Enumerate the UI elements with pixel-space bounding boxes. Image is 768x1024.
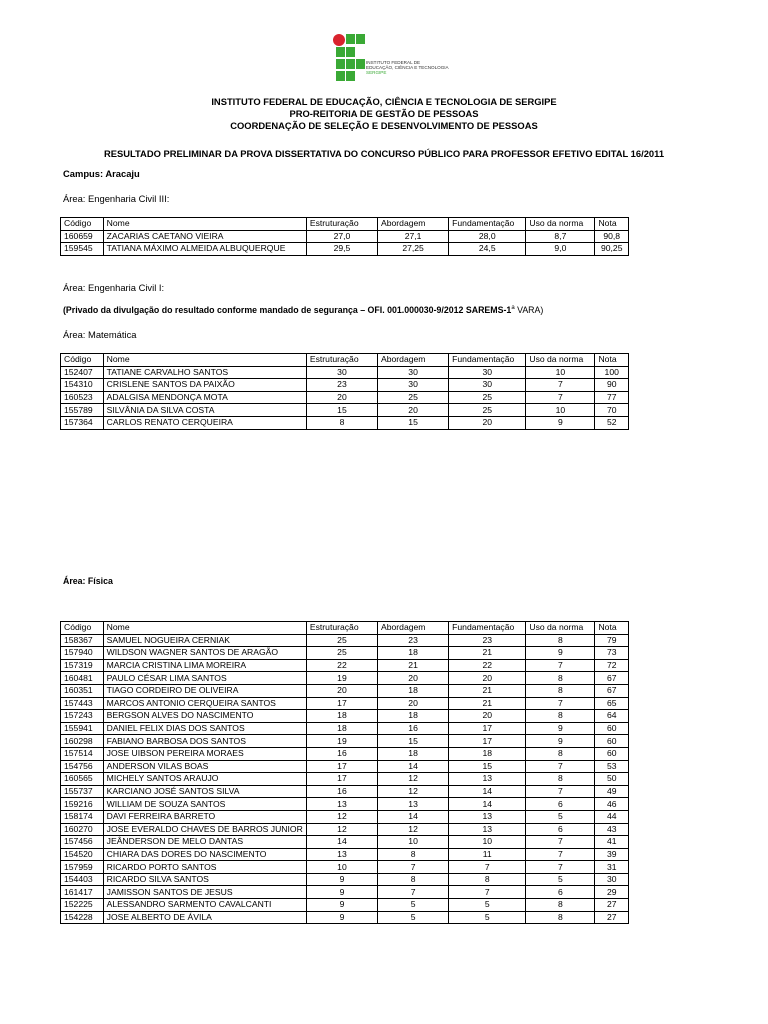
logo-square [336, 59, 345, 69]
code-cell: 157940 [61, 647, 104, 660]
code-cell: 161417 [61, 886, 104, 899]
score-cell: 8 [526, 634, 595, 647]
table-header-row [61, 218, 629, 231]
civil1-note-sup: a [511, 305, 515, 312]
score-cell: 30 [378, 366, 449, 379]
score-cell: 11 [449, 848, 526, 861]
score-cell: 20 [378, 672, 449, 685]
score-cell: 25 [449, 404, 526, 417]
code-cell: 158174 [61, 810, 104, 823]
score-cell: 7 [526, 836, 595, 849]
column-header: Nome [103, 622, 306, 635]
name-cell: BERGSON ALVES DO NASCIMENTO [103, 710, 306, 723]
area-matematica-label: Área: Matemática [63, 329, 137, 340]
score-cell: 24,5 [449, 243, 526, 256]
table-row [61, 391, 629, 404]
code-cell: 157456 [61, 836, 104, 849]
table-row [61, 798, 629, 811]
score-cell: 22 [449, 659, 526, 672]
name-cell: JOSE UIBSON PEREIRA MORAES [103, 747, 306, 760]
area-fisica-label: Área: Física [63, 576, 113, 586]
score-cell: 65 [595, 697, 629, 710]
score-cell: 60 [595, 735, 629, 748]
logo-square [346, 71, 355, 81]
code-cell: 160298 [61, 735, 104, 748]
civil1-note-text: (Privado da divulgação do resultado conforme mandado de segurança – OFI. 001.000030-9/2012 SAREMS-1 [63, 305, 512, 315]
table-row [61, 366, 629, 379]
column-header: Abordagem [378, 622, 449, 635]
code-cell: 152407 [61, 366, 104, 379]
score-cell: 22 [306, 659, 377, 672]
score-cell: 90 [595, 379, 629, 392]
score-cell: 9 [306, 886, 377, 899]
name-cell: MICHELY SANTOS ARAUJO [103, 773, 306, 786]
score-cell: 25 [378, 391, 449, 404]
score-cell: 13 [306, 848, 377, 861]
table-row [61, 861, 629, 874]
column-header: Nome [103, 218, 306, 231]
score-cell: 5 [378, 899, 449, 912]
column-header: Estruturação [306, 622, 377, 635]
column-header: Fundamentação [449, 218, 526, 231]
score-cell: 16 [306, 747, 377, 760]
name-cell: CHIARA DAS DORES DO NASCIMENTO [103, 848, 306, 861]
score-cell: 13 [449, 773, 526, 786]
name-cell: JOSE ALBERTO DE ÁVILA [103, 911, 306, 924]
score-cell: 15 [378, 735, 449, 748]
logo-square [346, 47, 355, 57]
table-row [61, 735, 629, 748]
score-cell: 30 [378, 379, 449, 392]
score-cell: 20 [306, 684, 377, 697]
score-cell: 16 [306, 785, 377, 798]
score-cell: 30 [449, 379, 526, 392]
score-cell: 5 [526, 873, 595, 886]
civil1-note [63, 305, 543, 315]
score-cell: 6 [526, 823, 595, 836]
code-cell: 154403 [61, 873, 104, 886]
logo-square [356, 34, 365, 44]
score-cell: 7 [526, 697, 595, 710]
table-row [61, 873, 629, 886]
code-cell: 155789 [61, 404, 104, 417]
score-cell: 23 [306, 379, 377, 392]
score-cell: 9 [306, 911, 377, 924]
score-cell: 17 [306, 697, 377, 710]
score-cell: 13 [449, 810, 526, 823]
score-cell: 60 [595, 747, 629, 760]
column-header: Nota [595, 354, 629, 367]
score-cell: 9 [526, 735, 595, 748]
name-cell: RICARDO SILVA SANTOS [103, 873, 306, 886]
table-row [61, 785, 629, 798]
code-cell: 159216 [61, 798, 104, 811]
score-cell: 23 [449, 634, 526, 647]
score-cell: 18 [306, 710, 377, 723]
table-row [61, 684, 629, 697]
score-cell: 8 [526, 899, 595, 912]
results-table-civil3 [60, 217, 629, 256]
name-cell: JEÂNDERSON DE MELO DANTAS [103, 836, 306, 849]
score-cell: 7 [526, 391, 595, 404]
score-cell: 21 [449, 697, 526, 710]
column-header: Nota [595, 622, 629, 635]
score-cell: 7 [526, 659, 595, 672]
table-row [61, 722, 629, 735]
name-cell: ANDERSON VILAS BOAS [103, 760, 306, 773]
score-cell: 8 [526, 672, 595, 685]
table-row [61, 747, 629, 760]
score-cell: 12 [306, 823, 377, 836]
table-row [61, 659, 629, 672]
score-cell: 7 [526, 379, 595, 392]
logo-square [346, 59, 355, 69]
score-cell: 25 [306, 634, 377, 647]
score-cell: 43 [595, 823, 629, 836]
column-header: Estruturação [306, 354, 377, 367]
code-cell: 154520 [61, 848, 104, 861]
score-cell: 20 [378, 697, 449, 710]
score-cell: 25 [306, 647, 377, 660]
score-cell: 20 [378, 404, 449, 417]
score-cell: 8,7 [526, 230, 595, 243]
score-cell: 23 [378, 634, 449, 647]
column-header: Nota [595, 218, 629, 231]
score-cell: 7 [378, 861, 449, 874]
score-cell: 10 [306, 861, 377, 874]
logo-square [336, 71, 345, 81]
name-cell: DAVI FERREIRA BARRETO [103, 810, 306, 823]
score-cell: 18 [378, 684, 449, 697]
score-cell: 7 [378, 886, 449, 899]
name-cell: SAMUEL NOGUEIRA CERNIAK [103, 634, 306, 647]
logo-text-line: INSTITUTO FEDERAL DE [366, 60, 421, 65]
score-cell: 8 [526, 684, 595, 697]
table-header-row [61, 354, 629, 367]
score-cell: 10 [378, 836, 449, 849]
score-cell: 12 [378, 823, 449, 836]
name-cell: TATIANA MÁXIMO ALMEIDA ALBUQUERQUE [103, 243, 306, 256]
department-name: PRO-REITORIA DE GESTÃO DE PESSOAS [289, 108, 479, 119]
score-cell: 41 [595, 836, 629, 849]
column-header: Abordagem [378, 354, 449, 367]
score-cell: 29 [595, 886, 629, 899]
code-cell: 160565 [61, 773, 104, 786]
code-cell: 154756 [61, 760, 104, 773]
score-cell: 9 [526, 647, 595, 660]
name-cell: WILLIAM DE SOUZA SANTOS [103, 798, 306, 811]
code-cell: 155737 [61, 785, 104, 798]
score-cell: 90,8 [595, 230, 629, 243]
table-row [61, 416, 629, 429]
code-cell: 160351 [61, 684, 104, 697]
column-header: Uso da norma [526, 354, 595, 367]
code-cell: 154228 [61, 911, 104, 924]
table-row [61, 647, 629, 660]
score-cell: 18 [378, 747, 449, 760]
table-row [61, 634, 629, 647]
score-cell: 8 [526, 911, 595, 924]
score-cell: 67 [595, 672, 629, 685]
name-cell: PAULO CÉSAR LIMA SANTOS [103, 672, 306, 685]
table-header-row [61, 622, 629, 635]
name-cell: KARCIANO JOSÉ SANTOS SILVA [103, 785, 306, 798]
score-cell: 31 [595, 861, 629, 874]
code-cell: 159545 [61, 243, 104, 256]
score-cell: 18 [378, 647, 449, 660]
column-header: Código [61, 218, 104, 231]
score-cell: 14 [378, 760, 449, 773]
column-header: Código [61, 354, 104, 367]
column-header: Fundamentação [449, 354, 526, 367]
score-cell: 10 [526, 366, 595, 379]
score-cell: 53 [595, 760, 629, 773]
coordination-name: COORDENAÇÃO DE SELEÇÃO E DESENVOLVIMENTO DE PESSOAS [230, 120, 538, 131]
score-cell: 5 [378, 911, 449, 924]
score-cell: 49 [595, 785, 629, 798]
name-cell: ZACARIAS CAETANO VIEIRA [103, 230, 306, 243]
score-cell: 21 [449, 684, 526, 697]
score-cell: 8 [306, 416, 377, 429]
name-cell: SILVÂNIA DA SILVA COSTA [103, 404, 306, 417]
score-cell: 50 [595, 773, 629, 786]
score-cell: 21 [449, 647, 526, 660]
table-row [61, 404, 629, 417]
logo-text [366, 60, 449, 76]
score-cell: 60 [595, 722, 629, 735]
score-cell: 14 [378, 810, 449, 823]
name-cell: JAMISSON SANTOS DE JESUS [103, 886, 306, 899]
score-cell: 44 [595, 810, 629, 823]
code-cell: 160659 [61, 230, 104, 243]
score-cell: 70 [595, 404, 629, 417]
logo-text-line: SERGIPE [366, 70, 387, 76]
score-cell: 73 [595, 647, 629, 660]
name-cell: CARLOS RENATO CERQUEIRA [103, 416, 306, 429]
score-cell: 13 [378, 798, 449, 811]
score-cell: 27,1 [378, 230, 449, 243]
code-cell: 157243 [61, 710, 104, 723]
table-row [61, 773, 629, 786]
score-cell: 20 [449, 416, 526, 429]
score-cell: 14 [449, 785, 526, 798]
table-row [61, 760, 629, 773]
score-cell: 67 [595, 684, 629, 697]
table-row [61, 848, 629, 861]
column-header: Uso da norma [526, 622, 595, 635]
score-cell: 20 [306, 391, 377, 404]
score-cell: 9 [526, 416, 595, 429]
column-header: Código [61, 622, 104, 635]
score-cell: 7 [449, 861, 526, 874]
score-cell: 27,0 [306, 230, 377, 243]
logo-square [346, 34, 355, 44]
score-cell: 14 [449, 798, 526, 811]
table-row [61, 899, 629, 912]
score-cell: 27,25 [378, 243, 449, 256]
campus-text: Campus: Aracaju [63, 168, 140, 179]
code-cell: 157959 [61, 861, 104, 874]
score-cell: 79 [595, 634, 629, 647]
score-cell: 9 [306, 899, 377, 912]
table-row [61, 379, 629, 392]
score-cell: 12 [306, 810, 377, 823]
civil1-note-end: VARA) [514, 305, 544, 315]
score-cell: 64 [595, 710, 629, 723]
score-cell: 9,0 [526, 243, 595, 256]
name-cell: TIAGO CORDEIRO DE OLIVEIRA [103, 684, 306, 697]
score-cell: 17 [306, 760, 377, 773]
score-cell: 28,0 [449, 230, 526, 243]
name-cell: ADALGISA MENDONÇA MOTA [103, 391, 306, 404]
score-cell: 18 [449, 747, 526, 760]
score-cell: 17 [449, 735, 526, 748]
institution-name: INSTITUTO FEDERAL DE EDUCAÇÃO, CIÊNCIA E TECNOLOGIA DE SERGIPE [211, 96, 557, 107]
score-cell: 52 [595, 416, 629, 429]
logo-text-line: EDUCAÇÃO, CIÊNCIA E TECNOLOGIA [366, 65, 449, 71]
code-cell: 160270 [61, 823, 104, 836]
score-cell: 15 [378, 416, 449, 429]
results-table-fisica [60, 621, 629, 924]
logo-square [336, 47, 345, 57]
name-cell: RICARDO PORTO SANTOS [103, 861, 306, 874]
table-row [61, 886, 629, 899]
score-cell: 8 [526, 747, 595, 760]
name-cell: DANIEL FELIX DIAS DOS SANTOS [103, 722, 306, 735]
column-header: Abordagem [378, 218, 449, 231]
campus-label [63, 168, 140, 179]
column-header: Estruturação [306, 218, 377, 231]
code-cell: 155941 [61, 722, 104, 735]
code-cell: 154310 [61, 379, 104, 392]
score-cell: 27 [595, 899, 629, 912]
score-cell: 18 [378, 710, 449, 723]
score-cell: 29,5 [306, 243, 377, 256]
score-cell: 27 [595, 911, 629, 924]
name-cell: JOSE EVERALDO CHAVES DE BARROS JUNIOR [103, 823, 306, 836]
score-cell: 8 [378, 873, 449, 886]
score-cell: 100 [595, 366, 629, 379]
logo-red-circle [333, 34, 345, 46]
name-cell: TATIANE CARVALHO SANTOS [103, 366, 306, 379]
score-cell: 7 [526, 760, 595, 773]
score-cell: 72 [595, 659, 629, 672]
area-civil3-label: Área: Engenharia Civil III: [63, 193, 170, 204]
score-cell: 10 [526, 404, 595, 417]
score-cell: 12 [378, 773, 449, 786]
score-cell: 30 [449, 366, 526, 379]
table-row [61, 672, 629, 685]
table-row [61, 911, 629, 924]
score-cell: 7 [449, 886, 526, 899]
score-cell: 25 [449, 391, 526, 404]
score-cell: 17 [449, 722, 526, 735]
score-cell: 17 [306, 773, 377, 786]
table-row [61, 823, 629, 836]
score-cell: 8 [526, 710, 595, 723]
score-cell: 6 [526, 886, 595, 899]
code-cell: 160481 [61, 672, 104, 685]
score-cell: 7 [526, 785, 595, 798]
score-cell: 20 [449, 710, 526, 723]
score-cell: 15 [449, 760, 526, 773]
name-cell: WILDSON WAGNER SANTOS DE ARAGÃO [103, 647, 306, 660]
score-cell: 13 [306, 798, 377, 811]
logo-square [356, 59, 365, 69]
score-cell: 12 [378, 785, 449, 798]
name-cell: MARCIA CRISTINA LIMA MOREIRA [103, 659, 306, 672]
score-cell: 30 [306, 366, 377, 379]
column-header: Nome [103, 354, 306, 367]
score-cell: 21 [378, 659, 449, 672]
name-cell: MARCOS ANTONIO CERQUEIRA SANTOS [103, 697, 306, 710]
score-cell: 19 [306, 735, 377, 748]
code-cell: 160523 [61, 391, 104, 404]
score-cell: 5 [449, 899, 526, 912]
table-row [61, 836, 629, 849]
score-cell: 18 [306, 722, 377, 735]
code-cell: 157443 [61, 697, 104, 710]
results-table-matematica [60, 353, 629, 430]
area-civil1-label: Área: Engenharia Civil I: [63, 282, 165, 293]
score-cell: 90,25 [595, 243, 629, 256]
name-cell: FABIANO BARBOSA DOS SANTOS [103, 735, 306, 748]
code-cell: 158367 [61, 634, 104, 647]
column-header: Fundamentação [449, 622, 526, 635]
table-row [61, 710, 629, 723]
code-cell: 157364 [61, 416, 104, 429]
table-row [61, 243, 629, 256]
score-cell: 30 [595, 873, 629, 886]
score-cell: 14 [306, 836, 377, 849]
column-header: Uso da norma [526, 218, 595, 231]
score-cell: 8 [378, 848, 449, 861]
score-cell: 10 [449, 836, 526, 849]
code-cell: 157319 [61, 659, 104, 672]
score-cell: 9 [306, 873, 377, 886]
score-cell: 5 [449, 911, 526, 924]
score-cell: 46 [595, 798, 629, 811]
score-cell: 6 [526, 798, 595, 811]
score-cell: 16 [378, 722, 449, 735]
score-cell: 20 [449, 672, 526, 685]
score-cell: 7 [526, 848, 595, 861]
score-cell: 7 [526, 861, 595, 874]
score-cell: 15 [306, 404, 377, 417]
score-cell: 8 [526, 773, 595, 786]
name-cell: ALESSANDRO SARMENTO CAVALCANTI [103, 899, 306, 912]
table-row [61, 697, 629, 710]
score-cell: 5 [526, 810, 595, 823]
table-row [61, 810, 629, 823]
code-cell: 157514 [61, 747, 104, 760]
score-cell: 19 [306, 672, 377, 685]
score-cell: 13 [449, 823, 526, 836]
institute-logo [333, 32, 449, 84]
code-cell: 152225 [61, 899, 104, 912]
score-cell: 39 [595, 848, 629, 861]
score-cell: 8 [449, 873, 526, 886]
score-cell: 9 [526, 722, 595, 735]
table-row [61, 230, 629, 243]
score-cell: 77 [595, 391, 629, 404]
document-title: RESULTADO PRELIMINAR DA PROVA DISSERTATIVA DO CONCURSO PÚBLICO PARA PROFESSOR EFETIVO EDITAL 16/2011 [103, 148, 665, 159]
name-cell: CRISLENE SANTOS DA PAIXÃO [103, 379, 306, 392]
